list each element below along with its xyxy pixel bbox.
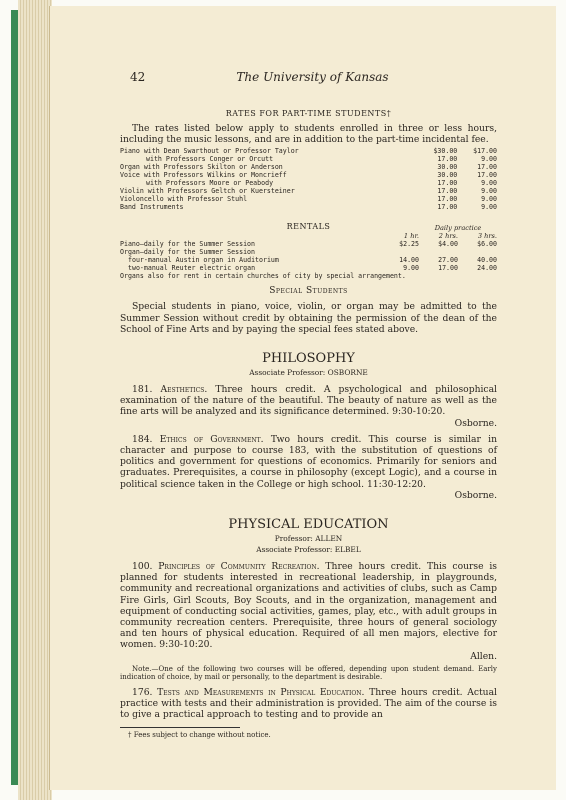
row-value: 17.00	[438, 264, 458, 273]
row-value: $6.00	[477, 240, 497, 249]
row-value: 9.00	[481, 195, 497, 204]
rates-heading: RATES FOR PART-TIME STUDENTS†	[225, 109, 392, 118]
rates-intro: The rates listed below apply to students enrolled in three or less hours, including the music lessons, and are in addition to the part-time incidental fee.	[120, 123, 497, 146]
course-instructor: Allen.	[470, 650, 497, 662]
column-header: 1 hr.	[403, 232, 419, 241]
table-row	[120, 232, 497, 240]
pe-note: Note.—One of the following two courses will be offered, depending upon student demand. Early indication of choice, by mail or personally, to the department is desirable.	[120, 664, 497, 682]
row-value: 9.00	[481, 179, 497, 188]
row-label: two-manual Reuter electric organ	[128, 264, 256, 273]
table-row	[120, 240, 497, 248]
page-number: 42	[130, 70, 146, 84]
row-value: 9.00	[481, 187, 497, 196]
column-header: 2 hrs.	[438, 232, 458, 241]
row-value: $17.00	[473, 147, 497, 156]
physical-education-heading: PHYSICAL EDUCATION	[228, 517, 389, 533]
table-row	[120, 155, 497, 163]
row-value: 17.00	[437, 203, 458, 212]
row-value: 27.00	[438, 256, 458, 265]
row-label: Violoncello with Professor Stuhl	[120, 195, 248, 204]
row-value: $30.00	[433, 147, 458, 156]
rentals-note: Organs also for rent in certain churches of city by special arrangement.	[120, 272, 406, 281]
row-value: 9.00	[481, 203, 497, 212]
course-181	[120, 384, 497, 418]
row-label: Piano—daily for the Summer Session	[120, 240, 255, 249]
table-row	[120, 195, 497, 203]
table-row	[120, 272, 497, 280]
rentals-table	[120, 224, 497, 280]
course-description: Three hours credit. This course is planned for students interested in recreational leadership, in playgrounds, community and recreational organizations and activities of clubs, such as Camp Fire Girls, Girl Scouts, Boy Scouts, and in the organization, management and equipment of conducting social activities, games, play, etc., with adult groups in community recreation centers. Prerequisite, three hours of general sociology and ten hours of physical education. Required of all men majors, elective for women. 9:30-10:20.	[120, 561, 498, 651]
row-label: Piano with Dean Swarthout or Professor Taylor	[120, 147, 299, 156]
course-description: Three hours credit. A psychological and philosophical examination of the nature of the beautiful. The beauty of nature as well as the fine arts will be analyzed and its significance determined. 9:30-10:20.	[120, 384, 497, 418]
row-label: with Professors Moore or Peabody	[146, 179, 274, 188]
course-title: 181. Aesthetics.	[132, 384, 208, 396]
row-value: 17.00	[437, 187, 458, 196]
column-header: 3 hrs.	[477, 232, 497, 241]
philosophy-faculty: Associate Professor: OSBORNE	[249, 368, 368, 378]
pe-professor: Professor: ALLEN	[274, 534, 343, 544]
table-row	[120, 256, 497, 264]
course-instructor: Osborne.	[454, 417, 497, 429]
row-value: 17.00	[477, 163, 497, 172]
course-184	[120, 434, 497, 490]
row-label: Violin with Professors Geltch or Kuersteiner	[120, 187, 295, 196]
running-header	[130, 70, 495, 88]
course-title: 184. Ethics of Government.	[132, 433, 264, 445]
row-value: 30.00	[437, 171, 458, 180]
table-row	[120, 187, 497, 195]
pe-associate-professor: Associate Professor: ELBEL	[256, 545, 361, 555]
row-value: 17.00	[437, 195, 458, 204]
table-row	[120, 163, 497, 171]
course-instructor: Osborne.	[454, 489, 497, 501]
row-value: 40.00	[477, 256, 497, 265]
row-value: 9.00	[481, 155, 497, 164]
table-row	[120, 147, 497, 155]
table-row	[120, 179, 497, 187]
footnote-rule	[120, 727, 240, 728]
page-content	[120, 108, 497, 739]
row-label: four-manual Austin organ in Auditorium	[128, 256, 279, 265]
row-value: $4.00	[438, 240, 458, 249]
page-stack-edges	[18, 0, 52, 800]
course-description: Two hours credit. This course is similar in character and purpose to course 183, with the substitution of questions of politics and government for questions of economics. Primarily for seniors and graduates. Prerequisites, a course in philosophy (except Logic), and a course in political science taken in the College or high school. 11:30-12:20.	[120, 433, 497, 490]
special-students-text: Special students in piano, voice, violin, or organ may be admitted to the Summer Session without credit by obtaining the permission of the dean of the School of Fine Arts and by paying the special fees stated above.	[120, 301, 497, 335]
row-value: 24.00	[477, 264, 497, 273]
course-176	[120, 687, 497, 721]
row-label: Band Instruments	[120, 203, 184, 212]
row-label: Organ—daily for the Summer Session	[120, 248, 255, 257]
course-100	[120, 561, 497, 651]
row-label: with Professors Conger or Orcutt	[146, 155, 274, 164]
course-description: Three hours credit. Actual practice with tests and their administration is provided. The aim of the course is to give a practical approach to testing and to provide an	[120, 687, 497, 721]
running-title: The University of Kansas	[236, 70, 389, 84]
row-label: Organ with Professors Skilton or Anderson	[120, 163, 283, 172]
special-students-heading: Special Students	[269, 286, 348, 297]
row-label: Voice with Professors Wilkins or Moncrieff	[120, 171, 287, 180]
rates-table	[120, 147, 497, 211]
row-value: 14.00	[399, 256, 419, 265]
row-value: 17.00	[437, 155, 458, 164]
row-value: $2.25	[399, 240, 419, 249]
philosophy-heading: PHILOSOPHY	[262, 351, 355, 367]
table-row	[120, 248, 497, 256]
row-value: 9.00	[403, 264, 419, 273]
row-value: 17.00	[477, 171, 497, 180]
table-row	[120, 203, 497, 211]
table-row	[120, 264, 497, 272]
binding-edge	[0, 0, 16, 800]
footnote: † Fees subject to change without notice.	[128, 730, 271, 739]
course-title: 176. Tests and Measurements in Physical Education.	[132, 687, 365, 699]
table-row	[120, 171, 497, 179]
row-value: 30.00	[437, 163, 458, 172]
daily-practice-header: Daily practice	[434, 224, 482, 233]
course-title: 100. Principles of Community Recreation.	[132, 561, 320, 573]
rentals-heading: RENTALS	[286, 222, 331, 232]
row-value: 17.00	[437, 179, 458, 188]
